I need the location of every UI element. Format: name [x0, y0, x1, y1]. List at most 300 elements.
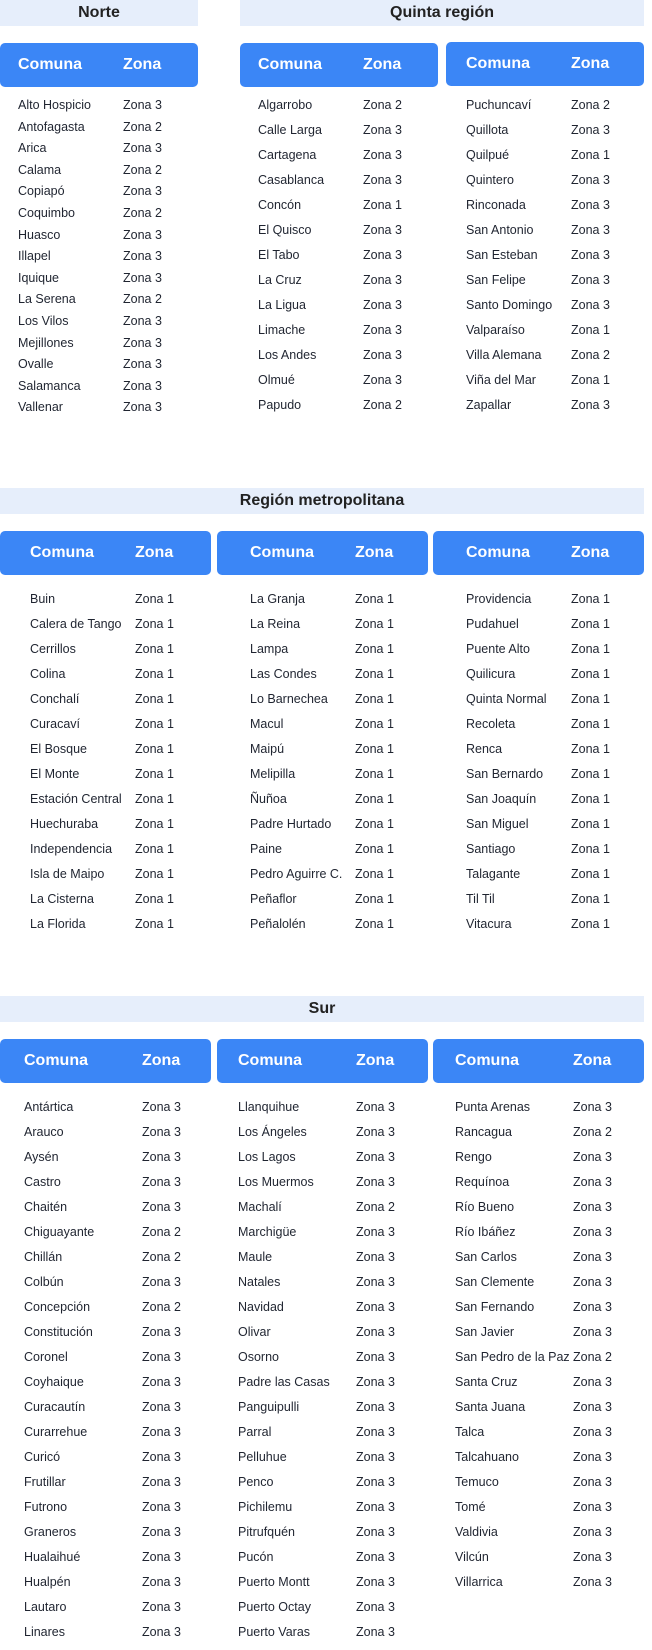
comuna-cell: Peñaflor — [250, 892, 297, 906]
comuna-cell: El Bosque — [30, 742, 87, 756]
comuna-cell: Las Condes — [250, 667, 317, 681]
table-quinta-2 — [446, 42, 644, 423]
table-row — [217, 1175, 428, 1200]
comuna-cell: Limache — [258, 323, 306, 337]
comuna-cell: Valparaíso — [466, 323, 525, 337]
comuna-cell: Puerto Varas — [238, 1625, 311, 1639]
comuna-cell: Calera de Tango — [30, 617, 122, 631]
table-row — [0, 1600, 211, 1625]
table-row — [217, 792, 428, 817]
comuna-cell: Coyhaique — [24, 1375, 84, 1389]
table-row — [217, 742, 428, 767]
table-header — [433, 1039, 644, 1083]
comuna-cell: Valdivia — [455, 1525, 498, 1539]
zona-cell: Zona 3 — [571, 223, 610, 237]
zona-cell: Zona 3 — [123, 313, 162, 328]
table-row — [217, 1125, 428, 1150]
zona-cell: Zona 3 — [142, 1625, 181, 1639]
zona-cell: Zona 2 — [573, 1350, 612, 1364]
comuna-cell: San Joaquín — [466, 792, 537, 806]
table-row — [0, 1150, 211, 1175]
comuna-cell: San Fernando — [455, 1300, 535, 1314]
comuna-cell: Quintero — [466, 173, 514, 187]
header-zona: Zona — [142, 1052, 181, 1069]
table-row — [433, 1350, 644, 1375]
table-row — [433, 1100, 644, 1125]
zona-cell: Zona 1 — [571, 867, 610, 881]
section-title-quinta-region: Quinta región — [240, 0, 644, 26]
table-row — [433, 917, 644, 942]
comuna-cell: Castro — [24, 1175, 61, 1189]
table-row — [446, 198, 644, 223]
zona-cell: Zona 3 — [573, 1400, 612, 1414]
zona-cell: Zona 1 — [135, 892, 174, 906]
table-row — [0, 592, 211, 617]
zona-cell: Zona 1 — [135, 667, 174, 681]
comuna-cell: La Granja — [250, 592, 305, 606]
zona-cell: Zona 3 — [123, 335, 162, 350]
table-row — [446, 123, 644, 148]
zona-cell: Zona 3 — [356, 1450, 395, 1464]
comuna-cell: Temuco — [455, 1475, 499, 1489]
comuna-cell: Rancagua — [455, 1125, 512, 1139]
table-row — [0, 163, 198, 185]
comuna-cell: Hualpén — [24, 1575, 71, 1589]
comuna-cell: Quilicura — [466, 667, 516, 681]
comuna-cell: Curarrehue — [24, 1425, 88, 1439]
zona-cell: Zona 3 — [571, 398, 610, 412]
table-metro-3 — [433, 531, 644, 942]
zona-cell: Zona 3 — [123, 378, 162, 393]
zona-cell: Zona 3 — [356, 1575, 395, 1589]
table-row — [217, 692, 428, 717]
table-row — [0, 379, 198, 401]
table-row — [217, 642, 428, 667]
table-row — [433, 642, 644, 667]
zona-cell: Zona 3 — [356, 1350, 395, 1364]
comuna-cell: Santo Domingo — [466, 298, 553, 312]
table-sur-3 — [433, 1039, 644, 1600]
zona-cell: Zona 3 — [363, 173, 402, 187]
table-row — [446, 148, 644, 173]
comuna-cell: Colbún — [24, 1275, 64, 1289]
table-row — [0, 767, 211, 792]
comuna-cell: Puchuncaví — [466, 98, 532, 112]
zona-cell: Zona 1 — [135, 767, 174, 781]
zona-cell: Zona 3 — [363, 273, 402, 287]
comuna-cell: Antofagasta — [18, 119, 85, 134]
zona-cell: Zona 3 — [123, 400, 162, 415]
zona-cell: Zona 1 — [355, 817, 394, 831]
zona-cell: Zona 2 — [363, 98, 402, 112]
table-body — [217, 1100, 428, 1650]
table-row — [433, 617, 644, 642]
zona-cell: Zona 3 — [573, 1250, 612, 1264]
zona-cell: Zona 1 — [355, 617, 394, 631]
zona-cell: Zona 3 — [571, 123, 610, 137]
zona-cell: Zona 3 — [573, 1425, 612, 1439]
comuna-cell: San Bernardo — [466, 767, 544, 781]
table-row — [0, 1500, 211, 1525]
zona-cell: Zona 3 — [363, 248, 402, 262]
zona-cell: Zona 1 — [571, 642, 610, 656]
zona-cell: Zona 1 — [571, 917, 610, 931]
comuna-cell: San Esteban — [466, 248, 538, 262]
table-row — [0, 692, 211, 717]
zona-cell: Zona 3 — [573, 1375, 612, 1389]
zona-cell: Zona 2 — [142, 1300, 181, 1314]
table-header — [217, 531, 428, 575]
table-header — [0, 1039, 211, 1083]
zona-cell: Zona 3 — [142, 1175, 181, 1189]
table-row — [217, 1350, 428, 1375]
zona-cell: Zona 3 — [356, 1150, 395, 1164]
table-body — [433, 592, 644, 942]
zona-cell: Zona 3 — [356, 1250, 395, 1264]
table-row — [217, 1225, 428, 1250]
table-row — [217, 1500, 428, 1525]
table-row — [433, 817, 644, 842]
table-row — [217, 1600, 428, 1625]
table-row — [217, 717, 428, 742]
zona-cell: Zona 1 — [135, 717, 174, 731]
comuna-cell: Constitución — [24, 1325, 93, 1339]
comuna-cell: Independencia — [30, 842, 113, 856]
table-row — [217, 1325, 428, 1350]
table-row — [0, 357, 198, 379]
zona-cell: Zona 1 — [571, 842, 610, 856]
table-row — [446, 173, 644, 198]
table-row — [217, 1200, 428, 1225]
table-row — [433, 1200, 644, 1225]
zona-cell: Zona 3 — [573, 1475, 612, 1489]
section-title-norte: Norte — [0, 0, 198, 26]
table-row — [433, 1475, 644, 1500]
header-comuna: Comuna — [24, 1052, 88, 1069]
table-body — [0, 98, 198, 422]
table-body — [433, 1100, 644, 1600]
zona-cell: Zona 3 — [142, 1500, 181, 1514]
zona-cell: Zona 3 — [356, 1225, 395, 1239]
zona-cell: Zona 3 — [356, 1300, 395, 1314]
table-row — [0, 1275, 211, 1300]
zona-cell: Zona 3 — [356, 1550, 395, 1564]
table-row — [446, 248, 644, 273]
comuna-cell: La Reina — [250, 617, 301, 631]
table-row — [433, 1425, 644, 1450]
zona-cell: Zona 2 — [571, 98, 610, 112]
header-zona: Zona — [363, 56, 402, 73]
zona-cell: Zona 3 — [142, 1125, 181, 1139]
table-row — [0, 271, 198, 293]
comuna-cell: San Miguel — [466, 817, 529, 831]
zona-cell: Zona 3 — [571, 198, 610, 212]
zona-cell: Zona 1 — [135, 592, 174, 606]
comuna-cell: Paine — [250, 842, 282, 856]
zona-cell: Zona 3 — [356, 1475, 395, 1489]
comuna-cell: La Cisterna — [30, 892, 94, 906]
zona-cell: Zona 1 — [135, 692, 174, 706]
table-row — [240, 273, 438, 298]
comuna-cell: Calama — [18, 162, 62, 177]
table-row — [0, 1525, 211, 1550]
comuna-cell: Lampa — [250, 642, 289, 656]
zona-cell: Zona 3 — [573, 1200, 612, 1214]
table-row — [0, 1325, 211, 1350]
zona-cell: Zona 2 — [571, 348, 610, 362]
header-comuna: Comuna — [238, 1052, 302, 1069]
table-row — [446, 323, 644, 348]
table-row — [240, 248, 438, 273]
table-row — [433, 767, 644, 792]
zona-cell: Zona 1 — [571, 817, 610, 831]
comuna-cell: Punta Arenas — [455, 1100, 531, 1114]
zona-cell: Zona 1 — [135, 817, 174, 831]
zona-cell: Zona 1 — [355, 842, 394, 856]
zona-cell: Zona 2 — [123, 119, 162, 134]
zona-cell: Zona 3 — [573, 1325, 612, 1339]
comuna-cell: Ovalle — [18, 357, 54, 372]
zona-cell: Zona 3 — [573, 1450, 612, 1464]
table-row — [240, 198, 438, 223]
table-row — [0, 642, 211, 667]
table-row — [433, 1225, 644, 1250]
comuna-cell: Puente Alto — [466, 642, 530, 656]
zona-cell: Zona 3 — [571, 173, 610, 187]
comuna-cell: Olivar — [238, 1325, 271, 1339]
comuna-cell: Mejillones — [18, 335, 74, 350]
zona-cell: Zona 3 — [573, 1300, 612, 1314]
zona-cell: Zona 3 — [573, 1525, 612, 1539]
zona-cell: Zona 1 — [355, 717, 394, 731]
comuna-cell: Curacaví — [30, 717, 81, 731]
table-row — [0, 141, 198, 163]
comuna-cell: Pedro Aguirre C. — [250, 867, 343, 881]
table-row — [433, 1125, 644, 1150]
table-row — [217, 1300, 428, 1325]
zona-cell: Zona 3 — [142, 1100, 181, 1114]
zona-cell: Zona 2 — [356, 1200, 395, 1214]
zona-cell: Zona 2 — [363, 398, 402, 412]
table-row — [240, 98, 438, 123]
zona-cell: Zona 2 — [142, 1225, 181, 1239]
comuna-cell: San Antonio — [466, 223, 534, 237]
comuna-cell: Santiago — [466, 842, 516, 856]
table-row — [240, 123, 438, 148]
zona-cell: Zona 3 — [363, 148, 402, 162]
table-row — [240, 173, 438, 198]
table-row — [0, 1375, 211, 1400]
comuna-cell: Olmué — [258, 373, 295, 387]
comuna-cell: Puerto Montt — [238, 1575, 310, 1589]
table-body — [217, 592, 428, 942]
zona-cell: Zona 1 — [355, 892, 394, 906]
table-row — [240, 323, 438, 348]
zona-cell: Zona 3 — [573, 1175, 612, 1189]
zona-cell: Zona 3 — [142, 1425, 181, 1439]
header-zona: Zona — [573, 1052, 612, 1069]
comuna-cell: Santa Juana — [455, 1400, 526, 1414]
table-row — [217, 1450, 428, 1475]
comuna-cell: Curacautín — [24, 1400, 86, 1414]
table-row — [240, 223, 438, 248]
comuna-cell: La Serena — [18, 292, 76, 307]
zona-cell: Zona 3 — [573, 1500, 612, 1514]
comuna-cell: Penco — [238, 1475, 274, 1489]
zona-cell: Zona 3 — [142, 1550, 181, 1564]
table-row — [433, 842, 644, 867]
zona-cell: Zona 3 — [356, 1325, 395, 1339]
comuna-cell: Pudahuel — [466, 617, 519, 631]
table-row — [433, 1525, 644, 1550]
header-comuna: Comuna — [250, 544, 314, 561]
comuna-cell: Santa Cruz — [455, 1375, 518, 1389]
comuna-cell: Aysén — [24, 1150, 59, 1164]
comuna-cell: Los Ángeles — [238, 1125, 307, 1139]
zona-cell: Zona 3 — [356, 1125, 395, 1139]
zona-cell: Zona 1 — [571, 617, 610, 631]
comuna-cell: Cartagena — [258, 148, 317, 162]
comuna-cell: Recoleta — [466, 717, 516, 731]
table-row — [0, 1300, 211, 1325]
zona-cell: Zona 1 — [571, 892, 610, 906]
table-row — [217, 1100, 428, 1125]
comuna-cell: Padre las Casas — [238, 1375, 330, 1389]
comuna-cell: Algarrobo — [258, 98, 313, 112]
table-row — [217, 842, 428, 867]
table-row — [433, 692, 644, 717]
comuna-cell: Isla de Maipo — [30, 867, 105, 881]
table-row — [0, 1350, 211, 1375]
table-row — [0, 1225, 211, 1250]
zona-cell: Zona 3 — [123, 141, 162, 156]
zona-cell: Zona 3 — [363, 373, 402, 387]
comuna-cell: Graneros — [24, 1525, 77, 1539]
table-row — [0, 1475, 211, 1500]
table-body — [0, 1100, 211, 1650]
zona-cell: Zona 3 — [142, 1200, 181, 1214]
table-row — [0, 867, 211, 892]
comuna-cell: Pichilemu — [238, 1500, 293, 1514]
table-row — [433, 892, 644, 917]
table-row — [446, 273, 644, 298]
zona-cell: Zona 3 — [142, 1150, 181, 1164]
table-row — [0, 98, 198, 120]
zona-cell: Zona 1 — [571, 373, 610, 387]
table-quinta-1 — [240, 43, 438, 423]
table-metro-2 — [217, 531, 428, 942]
comuna-cell: Osorno — [238, 1350, 279, 1364]
section-title-sur: Sur — [0, 996, 644, 1022]
table-row — [240, 298, 438, 323]
comuna-cell: Talcahuano — [455, 1450, 519, 1464]
zona-cell: Zona 1 — [571, 667, 610, 681]
header-zona: Zona — [123, 56, 162, 73]
zona-cell: Zona 1 — [571, 792, 610, 806]
zona-cell: Zona 3 — [142, 1350, 181, 1364]
table-row — [0, 1200, 211, 1225]
zona-cell: Zona 1 — [571, 767, 610, 781]
table-row — [0, 842, 211, 867]
table-row — [0, 314, 198, 336]
zona-cell: Zona 3 — [363, 223, 402, 237]
comuna-cell: Parral — [238, 1425, 272, 1439]
table-row — [217, 917, 428, 942]
table-row — [0, 184, 198, 206]
comuna-cell: Buin — [30, 592, 56, 606]
comuna-cell: Coronel — [24, 1350, 68, 1364]
zona-cell: Zona 1 — [355, 917, 394, 931]
zona-cell: Zona 3 — [123, 98, 162, 112]
zona-cell: Zona 1 — [355, 792, 394, 806]
zona-cell: Zona 1 — [571, 592, 610, 606]
zona-cell: Zona 1 — [571, 717, 610, 731]
table-header — [240, 43, 438, 87]
comuna-cell: La Florida — [30, 917, 86, 931]
zona-cell: Zona 3 — [142, 1400, 181, 1414]
zona-cell: Zona 3 — [356, 1600, 395, 1614]
table-row — [0, 1100, 211, 1125]
comuna-cell: Casablanca — [258, 173, 325, 187]
table-row — [433, 1375, 644, 1400]
table-row — [0, 917, 211, 942]
comuna-cell: Papudo — [258, 398, 302, 412]
comuna-cell: La Cruz — [258, 273, 302, 287]
comuna-cell: Macul — [250, 717, 284, 731]
table-row — [0, 1450, 211, 1475]
comuna-cell: Quilpué — [466, 148, 510, 162]
zona-cell: Zona 3 — [356, 1275, 395, 1289]
table-row — [0, 1400, 211, 1425]
table-row — [433, 1275, 644, 1300]
table-row — [433, 1400, 644, 1425]
zona-cell: Zona 3 — [571, 248, 610, 262]
comuna-cell: Talca — [455, 1425, 485, 1439]
comuna-cell: Colina — [30, 667, 66, 681]
comuna-cell: Vallenar — [18, 400, 63, 415]
table-metro-1 — [0, 531, 211, 942]
table-sur-1 — [0, 1039, 211, 1650]
comuna-cell: Panguipulli — [238, 1400, 300, 1414]
table-row — [217, 1250, 428, 1275]
comuna-cell: Villarrica — [455, 1575, 503, 1589]
zona-cell: Zona 1 — [135, 867, 174, 881]
zona-cell: Zona 1 — [135, 617, 174, 631]
comuna-cell: Los Muermos — [238, 1175, 314, 1189]
header-zona: Zona — [571, 55, 610, 72]
comuna-cell: Río Ibáñez — [455, 1225, 516, 1239]
comuna-cell: Chillán — [24, 1250, 63, 1264]
zona-cell: Zona 2 — [573, 1125, 612, 1139]
comuna-cell: Frutillar — [24, 1475, 66, 1489]
zona-cell: Zona 3 — [573, 1275, 612, 1289]
table-row — [217, 592, 428, 617]
table-row — [0, 292, 198, 314]
comuna-cell: Los Lagos — [238, 1150, 296, 1164]
table-header — [217, 1039, 428, 1083]
table-row — [0, 249, 198, 271]
table-row — [217, 1550, 428, 1575]
table-row — [433, 742, 644, 767]
comuna-cell: Providencia — [466, 592, 532, 606]
zona-cell: Zona 3 — [356, 1625, 395, 1639]
zona-cell: Zona 3 — [123, 357, 162, 372]
comuna-cell: Quillota — [466, 123, 509, 137]
zona-cell: Zona 1 — [355, 867, 394, 881]
table-row — [0, 336, 198, 358]
zona-cell: Zona 3 — [142, 1575, 181, 1589]
zona-cell: Zona 1 — [355, 667, 394, 681]
